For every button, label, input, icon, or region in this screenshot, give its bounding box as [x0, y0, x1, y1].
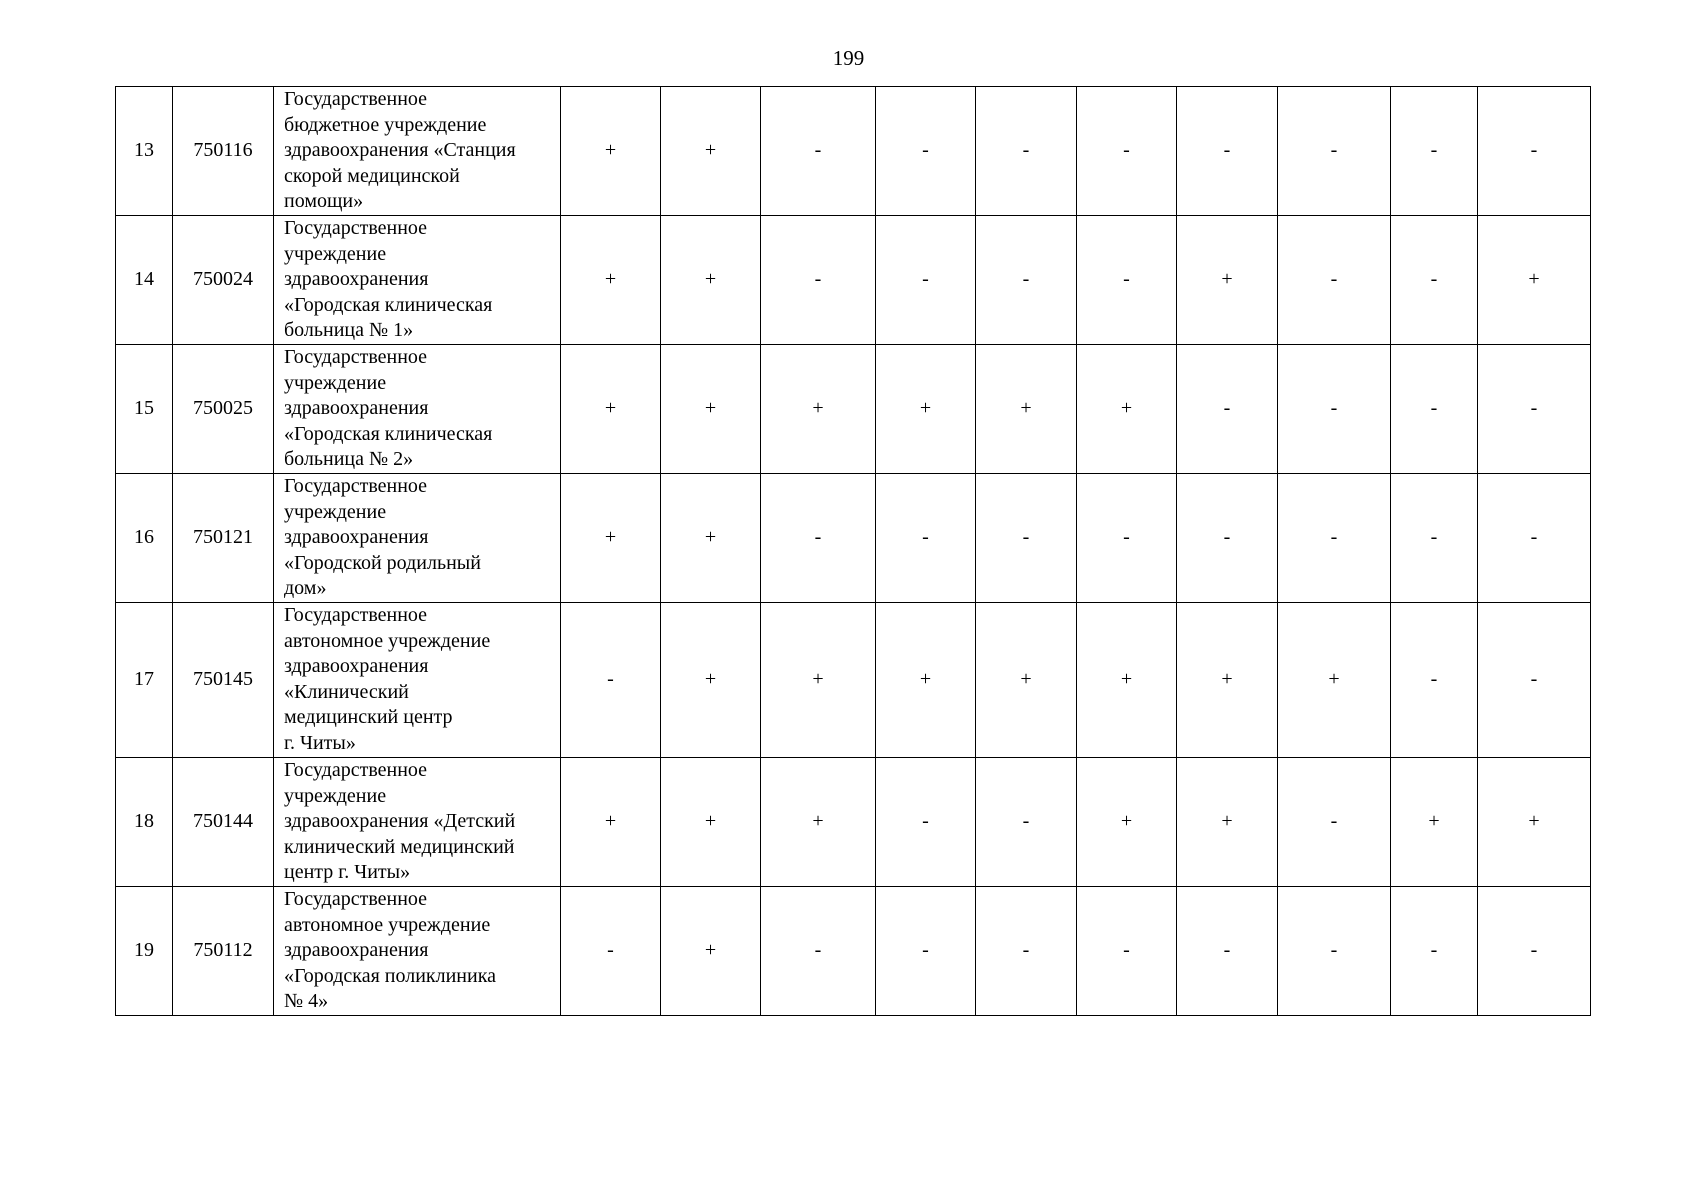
row-number: 17 [116, 603, 173, 758]
mark-cell: + [1177, 758, 1278, 887]
mark-cell: - [1177, 887, 1278, 1016]
mark-cell: + [561, 474, 661, 603]
row-number: 13 [116, 87, 173, 216]
mark-cell: + [561, 758, 661, 887]
mark-cell: + [761, 758, 876, 887]
mark-cell: - [1391, 603, 1478, 758]
organization-name: Государственное учреждение здравоохранения «Городская клиническая больница № 1» [274, 216, 561, 345]
mark-cell: - [1478, 345, 1591, 474]
mark-cell: + [761, 345, 876, 474]
mark-cell: + [661, 216, 761, 345]
mark-cell: + [661, 758, 761, 887]
mark-cell: + [1077, 345, 1177, 474]
mark-cell: - [1077, 216, 1177, 345]
organization-name: Государственное бюджетное учреждение здравоохранения «Станция скорой медицинской помощи» [274, 87, 561, 216]
mark-cell: + [1478, 758, 1591, 887]
organization-code: 750144 [173, 758, 274, 887]
mark-cell: + [1478, 216, 1591, 345]
organization-name: Государственное учреждение здравоохранения «Детский клинический медицинский центр г. Читы» [274, 758, 561, 887]
organization-name: Государственное автономное учреждение здравоохранения «Клинический медицинский центр г. Читы» [274, 603, 561, 758]
mark-cell: + [976, 345, 1077, 474]
mark-cell: + [661, 345, 761, 474]
mark-cell: - [1278, 87, 1391, 216]
mark-cell: + [661, 887, 761, 1016]
mark-cell: + [1391, 758, 1478, 887]
mark-cell: - [1391, 474, 1478, 603]
mark-cell: + [561, 216, 661, 345]
mark-cell: + [1177, 603, 1278, 758]
table-row [116, 758, 1591, 887]
mark-cell: - [976, 474, 1077, 603]
mark-cell: - [1278, 345, 1391, 474]
row-number: 16 [116, 474, 173, 603]
mark-cell: - [1278, 887, 1391, 1016]
mark-cell: - [1278, 216, 1391, 345]
mark-cell: + [1177, 216, 1278, 345]
organizations-table [115, 86, 1591, 1016]
mark-cell: - [1478, 603, 1591, 758]
mark-cell: - [1391, 216, 1478, 345]
mark-cell: + [876, 603, 976, 758]
mark-cell: + [561, 345, 661, 474]
organization-name: Государственное учреждение здравоохранения «Городская клиническая больница № 2» [274, 345, 561, 474]
mark-cell: - [761, 474, 876, 603]
mark-cell: - [1478, 887, 1591, 1016]
mark-cell: - [876, 87, 976, 216]
mark-cell: + [876, 345, 976, 474]
mark-cell: - [761, 216, 876, 345]
mark-cell: - [1278, 474, 1391, 603]
mark-cell: + [561, 87, 661, 216]
mark-cell: - [976, 758, 1077, 887]
organization-name: Государственное автономное учреждение здравоохранения «Городская поликлиника № 4» [274, 887, 561, 1016]
mark-cell: + [976, 603, 1077, 758]
mark-cell: - [876, 474, 976, 603]
row-number: 14 [116, 216, 173, 345]
mark-cell: - [1478, 87, 1591, 216]
organization-code: 750024 [173, 216, 274, 345]
mark-cell: - [761, 87, 876, 216]
table-row [116, 345, 1591, 474]
mark-cell: - [1278, 758, 1391, 887]
mark-cell: - [1391, 887, 1478, 1016]
mark-cell: - [561, 603, 661, 758]
table-row [116, 216, 1591, 345]
mark-cell: - [1177, 345, 1278, 474]
mark-cell: + [761, 603, 876, 758]
table-row [116, 603, 1591, 758]
mark-cell: - [976, 887, 1077, 1016]
mark-cell: + [661, 87, 761, 216]
organization-code: 750025 [173, 345, 274, 474]
row-number: 19 [116, 887, 173, 1016]
organization-name: Государственное учреждение здравоохранения «Городской родильный дом» [274, 474, 561, 603]
row-number: 15 [116, 345, 173, 474]
table-row [116, 887, 1591, 1016]
table-row [116, 474, 1591, 603]
organization-code: 750121 [173, 474, 274, 603]
mark-cell: - [1478, 474, 1591, 603]
mark-cell: + [1077, 758, 1177, 887]
mark-cell: - [1177, 474, 1278, 603]
table-row [116, 87, 1591, 216]
mark-cell: - [876, 758, 976, 887]
mark-cell: + [661, 603, 761, 758]
mark-cell: - [876, 216, 976, 345]
table-body [116, 87, 1591, 1016]
mark-cell: - [1077, 887, 1177, 1016]
mark-cell: - [1391, 87, 1478, 216]
mark-cell: - [1177, 87, 1278, 216]
organization-code: 750145 [173, 603, 274, 758]
mark-cell: - [876, 887, 976, 1016]
mark-cell: + [661, 474, 761, 603]
organization-code: 750112 [173, 887, 274, 1016]
mark-cell: - [976, 216, 1077, 345]
mark-cell: - [1391, 345, 1478, 474]
mark-cell: - [561, 887, 661, 1016]
mark-cell: - [761, 887, 876, 1016]
mark-cell: + [1278, 603, 1391, 758]
mark-cell: - [1077, 474, 1177, 603]
mark-cell: - [1077, 87, 1177, 216]
mark-cell: + [1077, 603, 1177, 758]
organization-code: 750116 [173, 87, 274, 216]
page-number: 199 [832, 46, 865, 70]
mark-cell: - [976, 87, 1077, 216]
row-number: 18 [116, 758, 173, 887]
